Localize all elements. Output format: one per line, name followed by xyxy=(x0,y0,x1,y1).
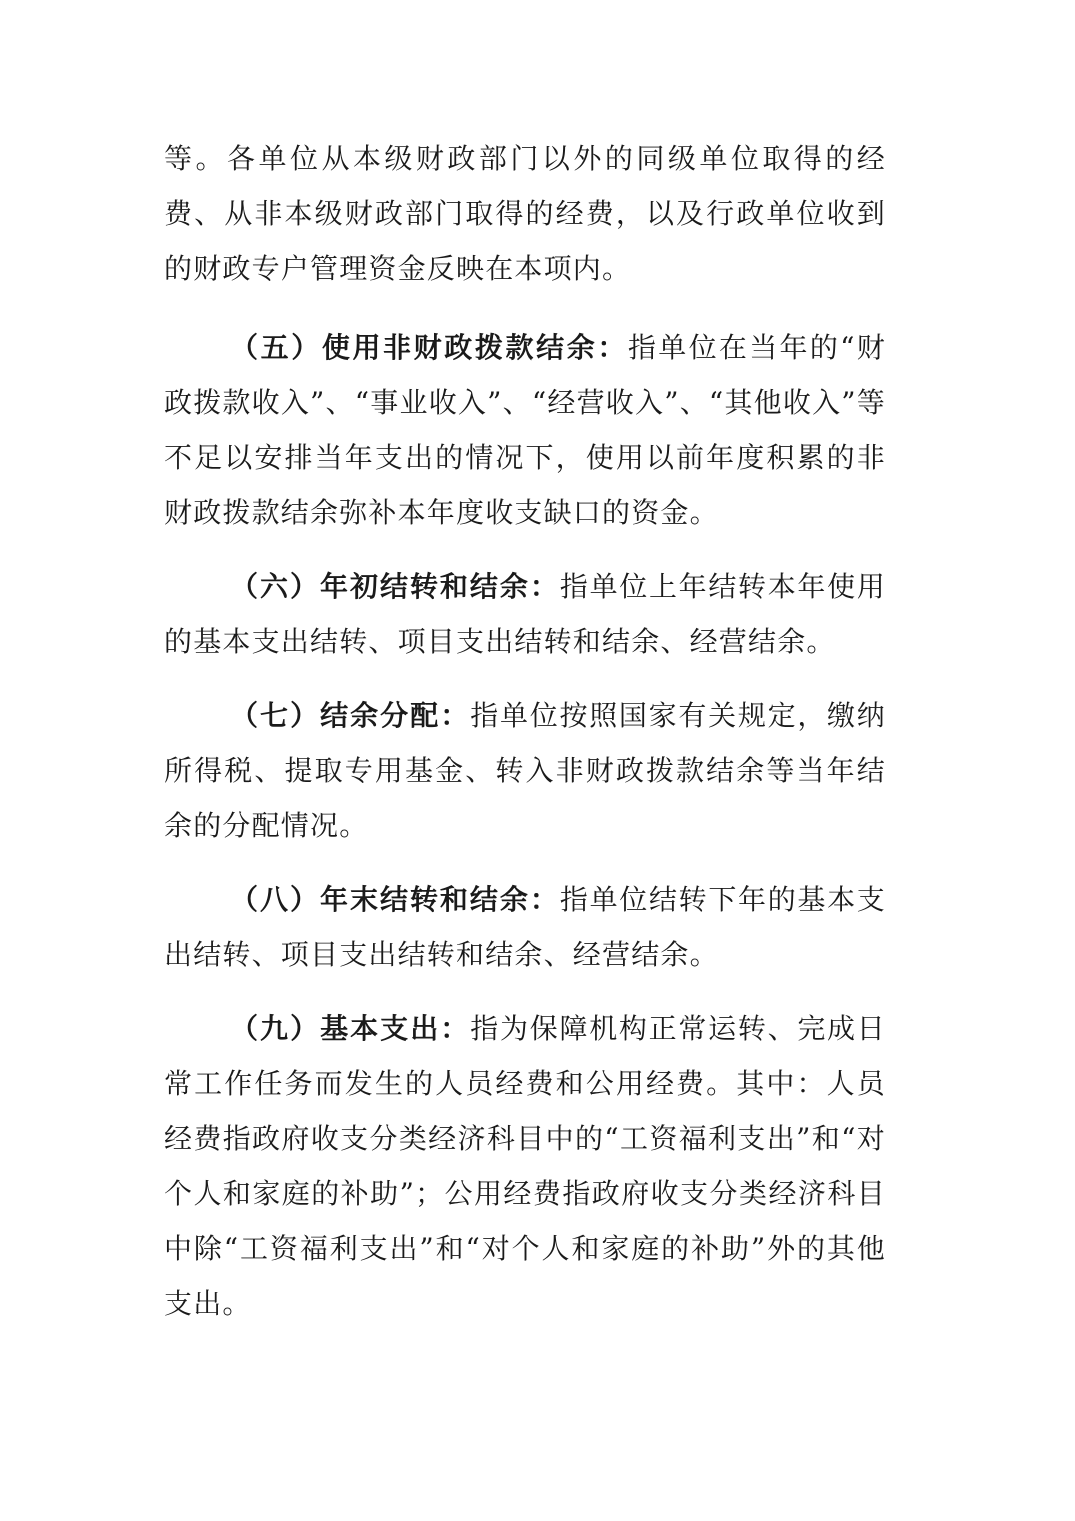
document-body xyxy=(164,131,886,1350)
paragraph-body: 指单位在当年的“财政拨款收入”、“事业收入”、“经营收入”、“其他收入”等不足以安排当年支出的情况下，使用以前年度积累的非财政拨款结余弥补本年度收支缺口的资金。 xyxy=(164,331,886,529)
paragraph-item-9 xyxy=(164,1001,886,1331)
paragraph-body: 指单位按照国家有关规定，缴纳所得税、提取专用基金、转入非财政拨款结余等当年结余的分配情况。 xyxy=(164,699,886,842)
paragraph-body: 等。各单位从本级财政部门以外的同级单位取得的经费、从非本级财政部门取得的经费，以及行政单位收到的财政专户管理资金反映在本项内。 xyxy=(164,142,886,285)
paragraph-body: 指单位上年结转本年使用的基本支出结转、项目支出结转和结余、经营结余。 xyxy=(164,570,886,658)
paragraph-heading: （八）年末结转和结余： xyxy=(230,883,560,916)
paragraph-item-8 xyxy=(164,872,886,982)
paragraph-body: 指单位结转下年的基本支出结转、项目支出结转和结余、经营结余。 xyxy=(164,883,886,971)
paragraph-heading: （六）年初结转和结余： xyxy=(230,570,560,603)
paragraph-item-7 xyxy=(164,688,886,853)
paragraph-continuation xyxy=(164,131,886,296)
paragraph-heading: （九）基本支出： xyxy=(230,1012,471,1045)
paragraph-item-5 xyxy=(164,320,886,540)
paragraph-item-6 xyxy=(164,559,886,669)
paragraph-body: 指为保障机构正常运转、完成日常工作任务而发生的人员经费和公用经费。其中：人员经费指政府收支分类经济科目中的“工资福利支出”和“对个人和家庭的补助”；公用经费指政府收支分类经济科目中除“工资福利支出”和“对个人和家庭的补助”外的其他支出。 xyxy=(164,1012,886,1320)
paragraph-heading: （五）使用非财政拨款结余： xyxy=(230,331,628,364)
paragraph-heading: （七）结余分配： xyxy=(230,699,471,732)
